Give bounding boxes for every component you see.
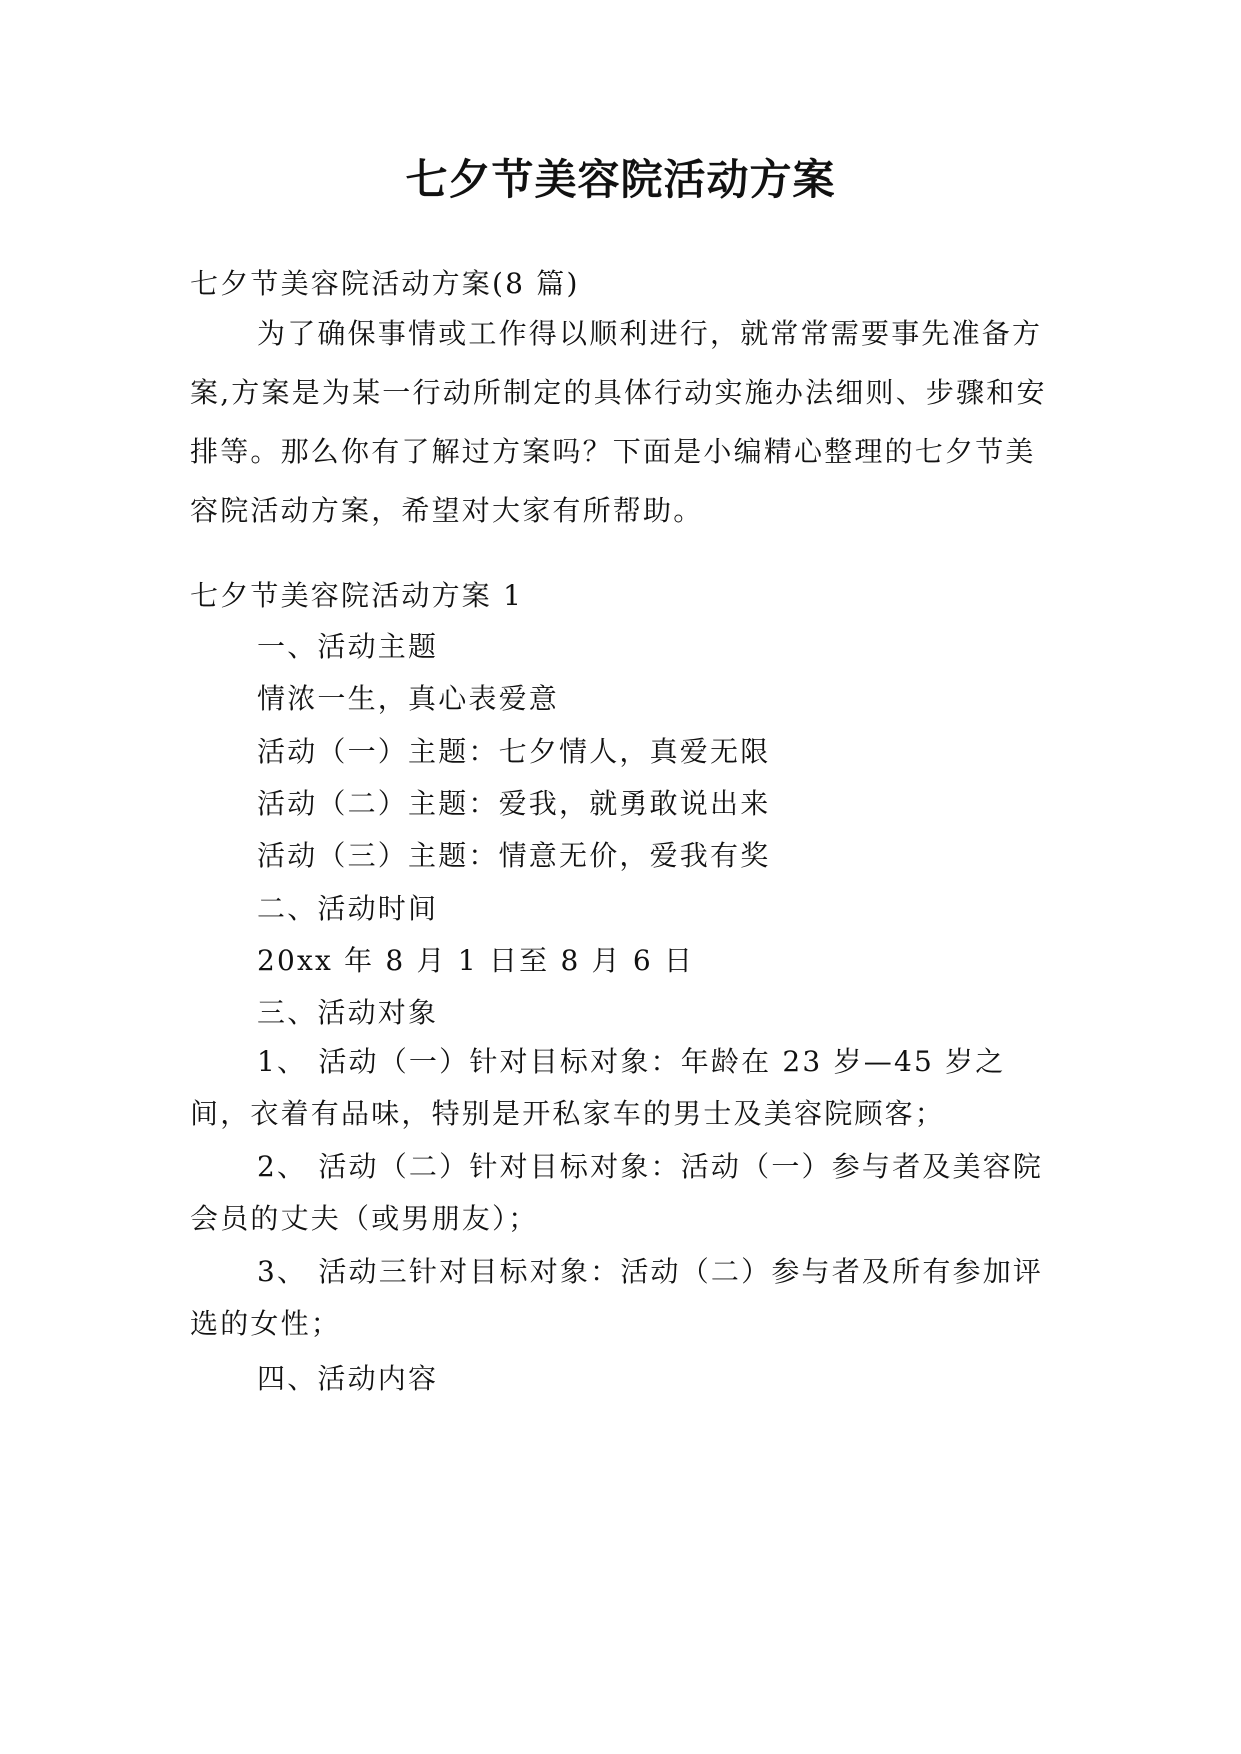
subtitle: 七夕节美容院活动方案(8 篇) [190,267,580,300]
theme-heading: 一、活动主题 [257,630,439,663]
time-value: 20xx 年 8 月 1 日至 8 月 6 日 [257,944,695,977]
theme-item-3: 活动（三）主题：情意无价，爱我有奖 [257,839,771,872]
target-heading: 三、活动对象 [257,996,439,1029]
target-item-1: 1、 活动（一）针对目标对象：年龄在 23 岁—45 岁之间，衣着有品味，特别是开私家车的男士及美容院顾客； [190,1045,1006,1130]
document-title: 七夕节美容院活动方案 [405,155,836,204]
theme-item-2: 活动（二）主题：爱我，就勇敢说出来 [257,787,771,820]
target-item-3: 3、 活动三针对目标对象：活动（二）参与者及所有参加评选的女性； [190,1255,1044,1340]
section-heading: 七夕节美容院活动方案 1 [190,579,524,612]
theme-item-1: 活动（一）主题：七夕情人，真爱无限 [257,735,771,768]
content-heading: 四、活动内容 [257,1362,439,1395]
intro-paragraph: 为了确保事情或工作得以顺利进行，就常常需要事先准备方案,方案是为某一行动所制定的具体行动实施办法细则、步骤和安排等。那么你有了解过方案吗？下面是小编精心整理的七夕节美容院活动方案，希望对大家有所帮助。 [190,317,1047,527]
target-item-2: 2、 活动（二）针对目标对象：活动（一）参与者及美容院会员的丈夫（或男朋友）； [190,1150,1044,1235]
theme-main: 情浓一生，真心表爱意 [257,682,560,715]
time-heading: 二、活动时间 [257,892,439,925]
